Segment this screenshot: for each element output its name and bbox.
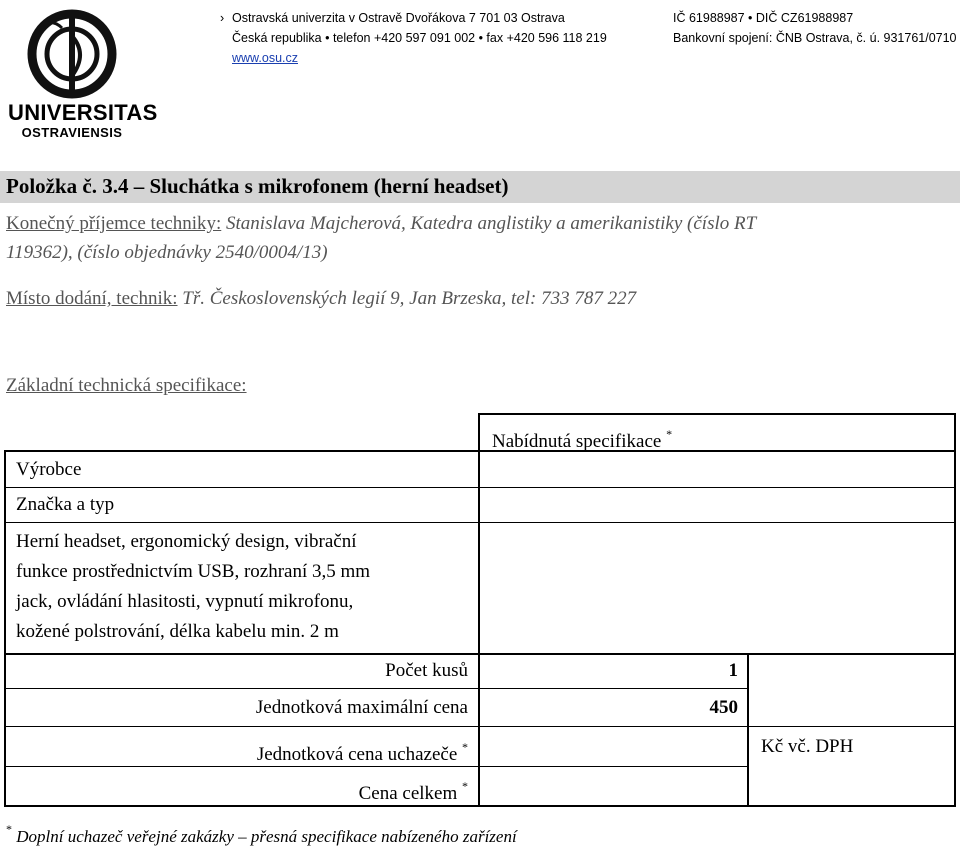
bullet-chevron-icon: › <box>220 11 225 25</box>
column-divider <box>478 653 480 807</box>
offered-header-cell <box>478 413 956 452</box>
asterisk-mark: * <box>666 427 673 441</box>
row-divider <box>4 726 956 727</box>
manufacturer-label: Výrobce <box>16 459 82 480</box>
qty-label: Počet kusů <box>385 660 468 681</box>
university-logo <box>8 6 158 140</box>
recipient-label: Konečný příjemce techniky: <box>6 213 222 234</box>
footnote <box>6 822 517 847</box>
total-label: Cena celkem <box>358 783 458 804</box>
item-title: Položka č. 3.4 – Sluchátka s mikrofonem (herní headset) <box>6 174 509 198</box>
price-section-top-border <box>4 653 956 655</box>
bidder-price-label-cell <box>100 732 468 770</box>
website-link[interactable]: www.osu.cz <box>232 51 298 65</box>
asterisk-mark: * <box>462 740 468 754</box>
footnote-text: Doplní uchazeč veřejné zakázky – přesná specifikace nabízeného zařízení <box>12 827 517 846</box>
manufacturer-input[interactable] <box>482 454 952 485</box>
logo-name: UNIVERSITAS <box>8 100 158 125</box>
description-line: funkce prostřednictvím USB, rozhraní 3,5 mm <box>16 561 371 582</box>
max-price-value: 450 <box>709 697 738 718</box>
recipient-line-1 <box>6 211 756 236</box>
footnote-mark: * <box>6 822 12 836</box>
asterisk-mark: * <box>462 779 468 793</box>
table-left-border <box>4 653 6 807</box>
recipient-value-1: Stanislava Majcherová, Katedra anglistiky a amerikanistiky (číslo RT <box>226 213 757 234</box>
spec-heading: Základní technická specifikace: <box>6 375 247 396</box>
university-emblem-icon <box>22 6 122 104</box>
address-line-1: Ostravská univerzita v Ostravě Dvořákova 7 701 03 Ostrava <box>232 11 565 25</box>
total-price-input[interactable] <box>482 769 744 803</box>
address-block <box>220 8 607 68</box>
row-divider <box>4 487 956 488</box>
brand-type-label: Značka a typ <box>16 494 115 515</box>
bidder-price-input[interactable] <box>482 730 744 764</box>
row-divider <box>4 522 956 523</box>
company-ids-block <box>673 8 957 48</box>
currency-label: Kč vč. DPH <box>761 736 854 757</box>
bidder-price-label: Jednotková cena uchazeče <box>256 744 458 765</box>
total-label-cell <box>100 771 468 809</box>
offered-spec-input[interactable] <box>482 525 952 651</box>
bank-line: Bankovní spojení: ČNB Ostrava, č. ú. 931761/0710 <box>673 31 957 45</box>
table-right-border <box>954 653 956 807</box>
offered-header: Nabídnutá specifikace <box>492 431 662 452</box>
max-price-label: Jednotková maximální cena <box>255 697 468 718</box>
item-title-bar <box>0 171 960 203</box>
ic-dic-line: IČ 61988987 • DIČ CZ61988987 <box>673 11 854 25</box>
brand-type-input[interactable] <box>482 489 952 520</box>
delivery-line <box>6 286 636 311</box>
description-line: jack, ovládání hlasitosti, vypnutí mikrofonu, <box>16 591 354 612</box>
description-line: kožené polstrování, délka kabelu min. 2 m <box>16 621 339 642</box>
delivery-value: Tř. Československých legií 9, Jan Brzeska, tel: 733 787 227 <box>182 288 637 309</box>
qty-value: 1 <box>728 660 738 681</box>
row-divider <box>4 688 748 689</box>
logo-subtitle: OSTRAVIENSIS <box>21 125 123 140</box>
column-divider <box>747 653 749 807</box>
address-line-2: Česká republika • telefon +420 597 091 002 • fax +420 596 118 219 <box>232 31 607 45</box>
recipient-value-2: 119362), (číslo objednávky 2540/0004/13) <box>6 242 328 263</box>
description-line: Herní headset, ergonomický design, vibrační <box>16 531 357 552</box>
delivery-label: Místo dodání, technik: <box>6 288 178 309</box>
